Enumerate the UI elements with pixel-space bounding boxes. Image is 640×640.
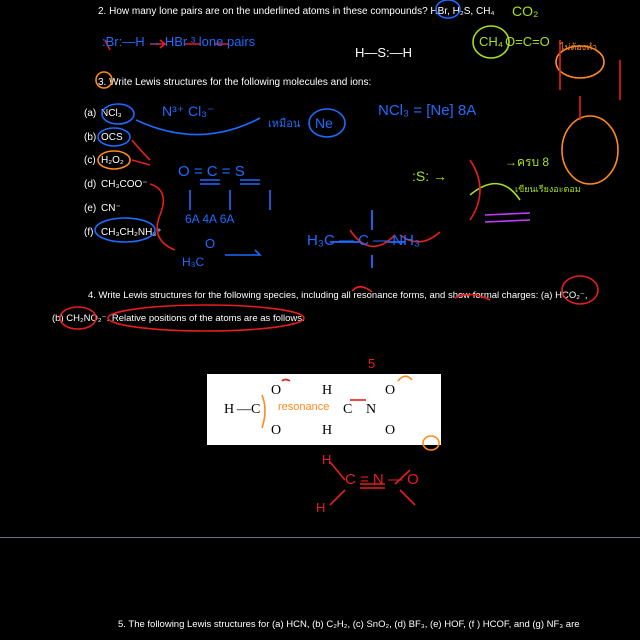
ink-lower-h2: H [316,500,326,515]
ink-br-lone-pairs: :Br:—H → HBr ³ lone pairs [102,34,256,49]
ink-ethyl-structure: H₃C — C — NH₃ [307,232,421,249]
option-a-formula: NCl₃ [101,108,122,119]
ink-resonance: resonance [278,401,330,413]
page-divider [0,537,640,538]
ink-acetate-o: O [205,236,216,251]
ink-s-dots: :S: → [412,168,448,184]
ink-ncl3-eq: NCl₃ = [Ne] 8A [378,102,477,119]
ink-lower-h1: H [322,452,332,467]
diagram-right-h-bottom: H [322,423,333,438]
option-e-formula: CN⁻ [101,203,121,214]
diagram-left-h: H [224,402,235,417]
ink-ne: Ne [315,115,333,131]
diagram-right-o-bottom: O [385,423,396,438]
ink-acetate-h3c: H₃C [182,255,205,269]
option-e-label: (e) [84,203,97,214]
ink-octet: →ครบ 8 [505,155,550,169]
red-arrow-ocs [132,140,150,160]
ink-ncl3-charges: N³⁺ Cl₃⁻ [162,103,215,119]
diagram-left-dash: — [237,402,251,417]
question-5-text: 5. The following Lewis structures for (a) HCN, (b) C₂H₂, (c) SnO₂, (d) BF₃, (e) HOF, (f ) HCOF, and (g) NF₃ are [118,619,580,630]
diagram-right-o-top: O [385,383,396,398]
red-arrow-h2o2 [132,160,150,165]
ink-ocs-row: O = C = S [178,163,245,180]
diagram-left-o-bottom: O [271,423,282,438]
question-4-line-1: 4. Write Lewis structures for the following species, including all resonance forms, and show formal charges: (a) HCO₂⁻, [88,290,588,301]
ink-five: 5 [368,356,376,371]
ink-ocs-dots: O=C=O [505,34,550,49]
diagram-right-n: N [366,402,377,417]
option-f-label: (f) [84,227,94,238]
option-a-label: (a) [84,108,97,119]
option-b-formula: OCS [101,132,123,143]
option-c-label: (c) [84,155,96,166]
diagram-right-h-top: H [322,383,333,398]
ink-right-thai-1: ไม่ต้องทำ [560,42,598,52]
question-2-text: 2. How many lone pairs are on the underlined atoms in these compounds? HBr, H₂S, CH₄ [98,6,495,17]
ink-h2s-structure: H—S:—H [355,45,413,60]
option-f-formula: CH₃CH₂NH₃⁺ [101,227,162,238]
ink-right-thai-2: เขียนเรียงอะตอม [515,184,581,194]
orange-bubble-2 [562,116,618,184]
ink-lower-structure: C = N — O [345,471,419,488]
diagram-left-c: C [251,402,261,417]
question-3-text: 3. Write Lewis structures for the following molecules and ions: [98,77,372,88]
ink-ch4: CH₄ [479,34,504,49]
option-d-formula: CH₃COO⁻ [101,179,148,190]
option-b-label: (b) [84,132,97,143]
ink-ocs-labels: 6A 4A 6A [185,212,235,226]
ink-thai-mid: เหมือน [268,118,301,130]
diagram-left-o-top: O [271,383,282,398]
question-4-line-2: (b) CH₂NO₂⁻. Relative positions of the atoms are as follows: [52,313,305,324]
purple-lines [485,213,530,222]
blue-arrow-ncl3 [136,118,260,135]
ink-co2: CO₂ [512,3,539,19]
option-d-label: (d) [84,179,97,190]
option-c-formula: H₂O₂ [101,155,124,166]
red-arrow-acetate [150,184,175,250]
diagram-right-c: C [343,402,353,417]
